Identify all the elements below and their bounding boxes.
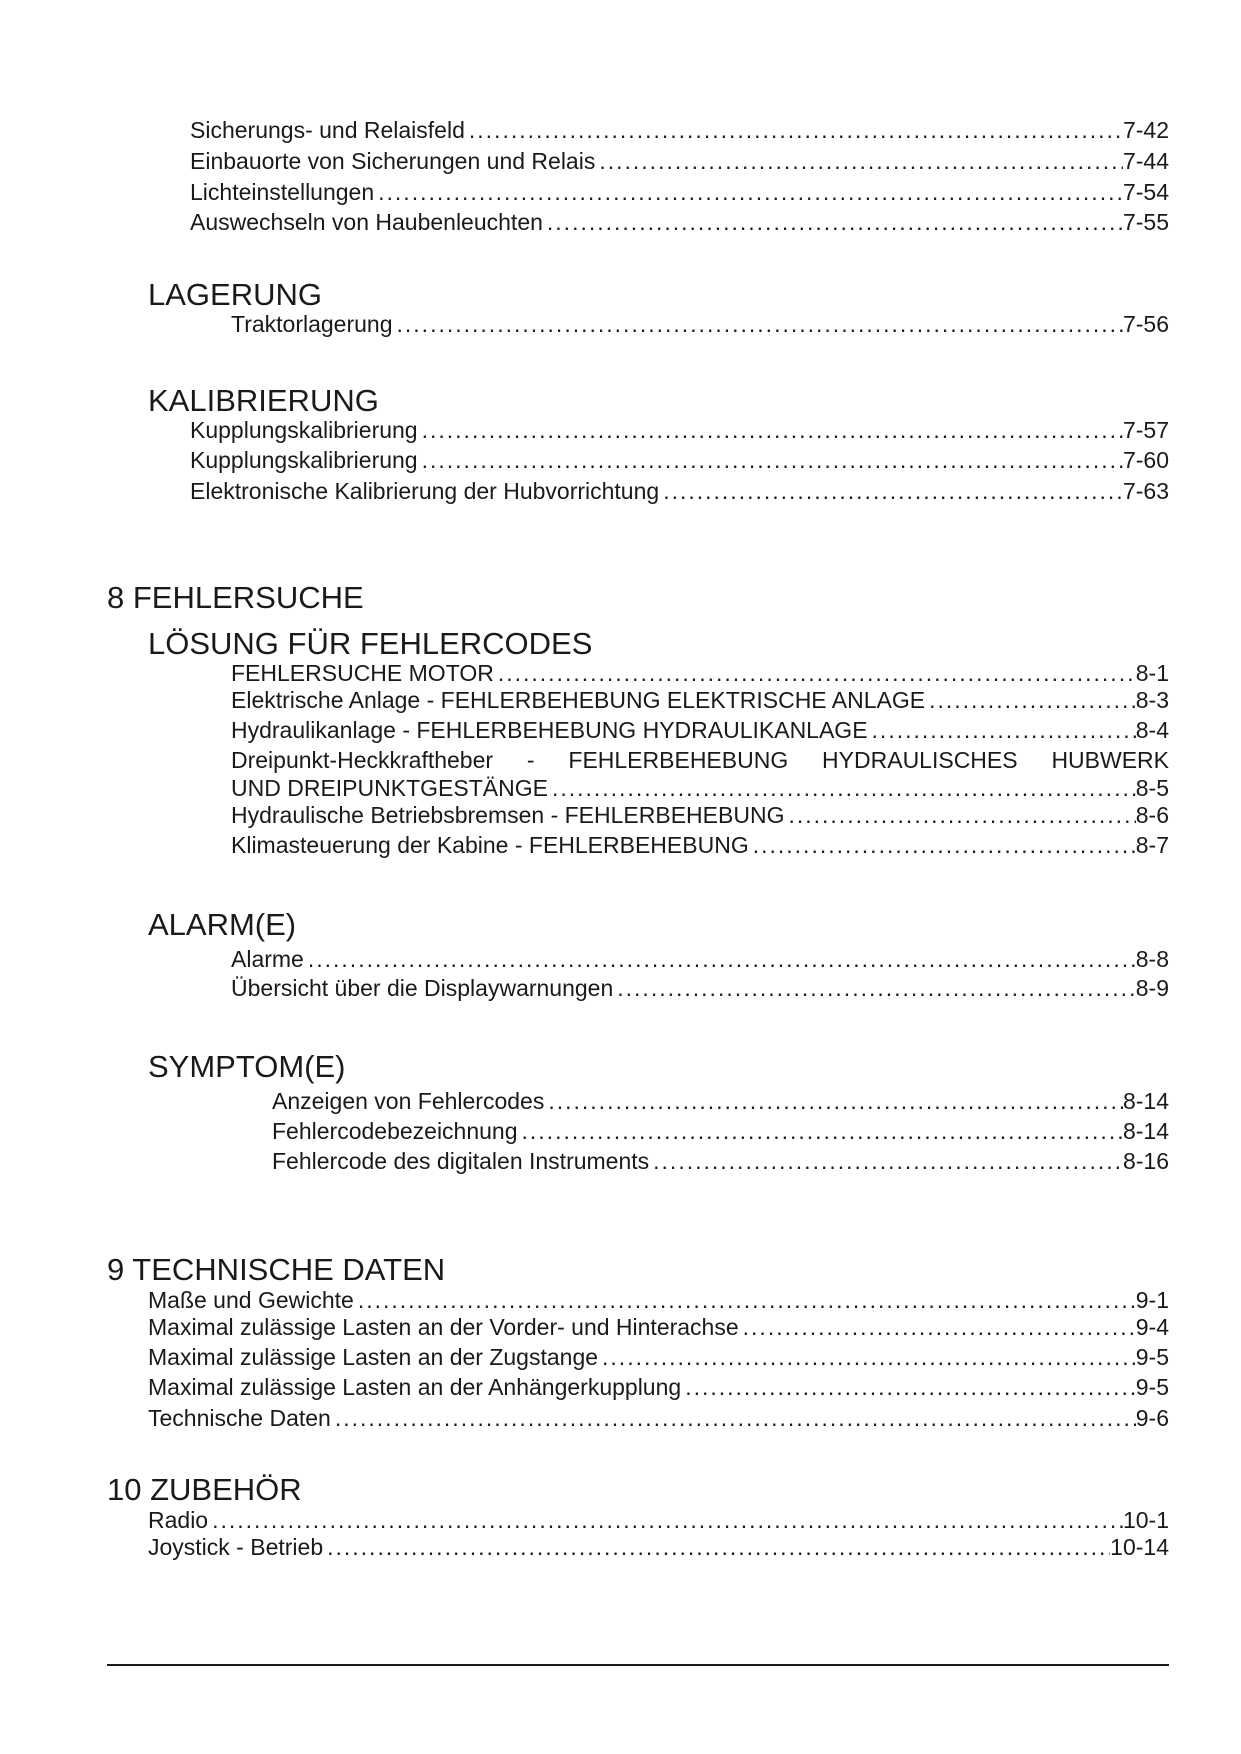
section-heading-symptom: SYMPTOM(E) (148, 1049, 346, 1084)
toc-entry[interactable] (272, 1087, 1169, 1115)
toc-entry[interactable] (148, 1373, 1169, 1401)
toc-entry-page: 8-14 (1122, 1118, 1169, 1144)
toc-entry[interactable] (231, 310, 1169, 338)
section-heading-lagerung: LAGERUNG (148, 277, 322, 312)
toc-entry-title: Maße und Gewichte (148, 1287, 354, 1313)
toc-entry-page: 8-5 (1135, 775, 1169, 801)
toc-entry-page: 8-16 (1122, 1148, 1169, 1174)
toc-leader-dots (749, 831, 1136, 859)
toc-entry[interactable] (231, 716, 1169, 744)
toc-entry-title: Hydraulische Betriebsbremsen - FEHLERBEHEBUNG (231, 802, 785, 828)
toc-entry-title: Maximal zulässige Lasten an der Zugstange (148, 1344, 599, 1370)
toc-entry[interactable] (190, 446, 1169, 474)
toc-entry-title: Technische Daten (148, 1405, 331, 1431)
toc-entry-title: Sicherungs- und Relaisfeld (190, 117, 465, 143)
toc-entry-title: Traktorlagerung (231, 311, 393, 337)
toc-entry-page: 7-54 (1122, 179, 1169, 205)
toc-entry-title: Hydraulikanlage - FEHLERBEHEBUNG HYDRAULIKANLAGE (231, 717, 868, 743)
toc-leader-dots (304, 945, 1136, 973)
toc-entry-page: 7-55 (1122, 209, 1169, 235)
toc-entry-title: Maximal zulässige Lasten an der Anhängerkupplung (148, 1374, 682, 1400)
toc-leader-dots (543, 208, 1123, 236)
toc-entry[interactable] (148, 1533, 1169, 1561)
toc-leader-dots (681, 1373, 1136, 1401)
toc-entry-title: Radio (148, 1507, 209, 1533)
toc-entry[interactable] (148, 1343, 1169, 1371)
toc-entry[interactable] (148, 1286, 1169, 1314)
toc-entry-title: Klimasteuerung der Kabine - FEHLERBEHEBUNG (231, 832, 749, 858)
toc-entry-page: 8-8 (1135, 946, 1169, 972)
toc-leader-dots (418, 416, 1123, 444)
toc-leader-dots (598, 1343, 1136, 1371)
toc-entry-page: 8-7 (1135, 832, 1169, 858)
toc-entry-page: 9-5 (1135, 1374, 1169, 1400)
toc-leader-dots (659, 477, 1123, 505)
toc-entry-page: 9-6 (1135, 1405, 1169, 1431)
toc-entry[interactable] (231, 774, 1169, 802)
toc-leader-dots (418, 446, 1123, 474)
toc-entry-title: Joystick - Betrieb (148, 1534, 324, 1560)
toc-entry[interactable] (190, 147, 1169, 175)
toc-entry-title: Lichteinstellungen (190, 179, 375, 205)
toc-entry[interactable] (148, 1404, 1169, 1432)
toc-entry-page: 8-1 (1135, 660, 1169, 686)
chapter-heading-9: 9 TECHNISCHE DATEN (107, 1252, 446, 1287)
toc-entry-title: Maximal zulässige Lasten an der Vorder- und Hinterachse (148, 1314, 739, 1340)
toc-entry-title: FEHLERSUCHE MOTOR (231, 660, 494, 686)
toc-leader-dots (868, 716, 1136, 744)
toc-entry-multiline-first[interactable]: Dreipunkt-Heckkraftheber - FEHLERBEHEBUNG HYDRAULISCHES HUBWERK (231, 747, 1169, 773)
toc-entry-title: Fehlercode des digitalen Instruments (272, 1148, 650, 1174)
toc-leader-dots (649, 1147, 1123, 1175)
toc-entry-title: Elektronische Kalibrierung der Hubvorrichtung (190, 478, 660, 504)
toc-leader-dots (595, 147, 1123, 175)
toc-entry-title: Elektrische Anlage - FEHLERBEHEBUNG ELEKTRISCHE ANLAGE (231, 687, 926, 713)
toc-entry-page: 9-5 (1135, 1344, 1169, 1370)
toc-entry-title: Alarme (231, 946, 304, 972)
toc-entry-title: Anzeigen von Fehlercodes (272, 1088, 545, 1114)
toc-leader-dots (518, 1117, 1123, 1145)
toc-entry-page: 9-4 (1135, 1314, 1169, 1340)
footer-rule (107, 1664, 1169, 1666)
toc-entry-page: 7-60 (1122, 447, 1169, 473)
toc-entry-title: Übersicht über die Displaywarnungen (231, 975, 614, 1001)
toc-entry[interactable] (190, 416, 1169, 444)
toc-entry-page: 10-1 (1122, 1507, 1169, 1533)
toc-leader-dots (784, 801, 1135, 829)
section-heading-kalibrierung: KALIBRIERUNG (148, 383, 379, 418)
section-heading-alarm: ALARM(E) (148, 907, 297, 942)
toc-entry-title: Fehlercodebezeichnung (272, 1118, 518, 1144)
toc-entry-page: 10-14 (1110, 1534, 1169, 1560)
toc-leader-dots (613, 974, 1135, 1002)
toc-leader-dots (494, 659, 1136, 687)
toc-entry[interactable] (190, 178, 1169, 206)
toc-entry[interactable] (231, 945, 1169, 973)
toc-entry-page: 7-56 (1122, 311, 1169, 337)
toc-leader-dots (374, 178, 1123, 206)
toc-entry[interactable] (148, 1506, 1169, 1534)
toc-entry-title: Kupplungskalibrierung (190, 417, 418, 443)
toc-entry[interactable] (231, 831, 1169, 859)
toc-leader-dots (354, 1286, 1136, 1314)
toc-entry-page: 8-6 (1135, 802, 1169, 828)
toc-entry-title: Auswechseln von Haubenleuchten (190, 209, 543, 235)
toc-entry-title: Einbauorte von Sicherungen und Relais (190, 148, 596, 174)
toc-leader-dots (208, 1506, 1123, 1534)
toc-entry-page: 8-14 (1122, 1088, 1169, 1114)
toc-entry-page: 7-42 (1122, 117, 1169, 143)
toc-leader-dots (331, 1404, 1136, 1432)
toc-entry[interactable] (190, 116, 1169, 144)
toc-entry[interactable] (190, 477, 1169, 505)
toc-entry[interactable] (272, 1147, 1169, 1175)
toc-entry-page: 7-44 (1122, 148, 1169, 174)
toc-entry[interactable] (148, 1313, 1169, 1341)
toc-entry[interactable] (231, 974, 1169, 1002)
toc-leader-dots (465, 116, 1123, 144)
toc-entry-title: Kupplungskalibrierung (190, 447, 418, 473)
toc-leader-dots (925, 686, 1136, 714)
toc-entry[interactable] (272, 1117, 1169, 1145)
toc-entry[interactable] (231, 659, 1169, 687)
toc-entry-title: UND DREIPUNKTGESTÄNGE (231, 775, 548, 801)
toc-entry-page: 7-63 (1122, 478, 1169, 504)
toc-entry-page: 8-3 (1135, 687, 1169, 713)
section-heading-loesung: LÖSUNG FÜR FEHLERCODES (148, 626, 593, 661)
toc-entry-page: 9-1 (1135, 1287, 1169, 1313)
toc-entry[interactable] (231, 686, 1169, 714)
toc-entry-page: 8-9 (1135, 975, 1169, 1001)
toc-entry-page: 8-4 (1135, 717, 1169, 743)
toc-entry[interactable] (190, 208, 1169, 236)
toc-leader-dots (323, 1533, 1110, 1561)
toc-leader-dots (393, 310, 1123, 338)
toc-leader-dots (548, 774, 1136, 802)
toc-entry[interactable] (231, 801, 1169, 829)
chapter-heading-10: 10 ZUBEHÖR (107, 1472, 302, 1507)
chapter-heading-8: 8 FEHLERSUCHE (107, 580, 364, 615)
toc-leader-dots (739, 1313, 1136, 1341)
toc-entry-page: 7-57 (1122, 417, 1169, 443)
toc-leader-dots (544, 1087, 1123, 1115)
